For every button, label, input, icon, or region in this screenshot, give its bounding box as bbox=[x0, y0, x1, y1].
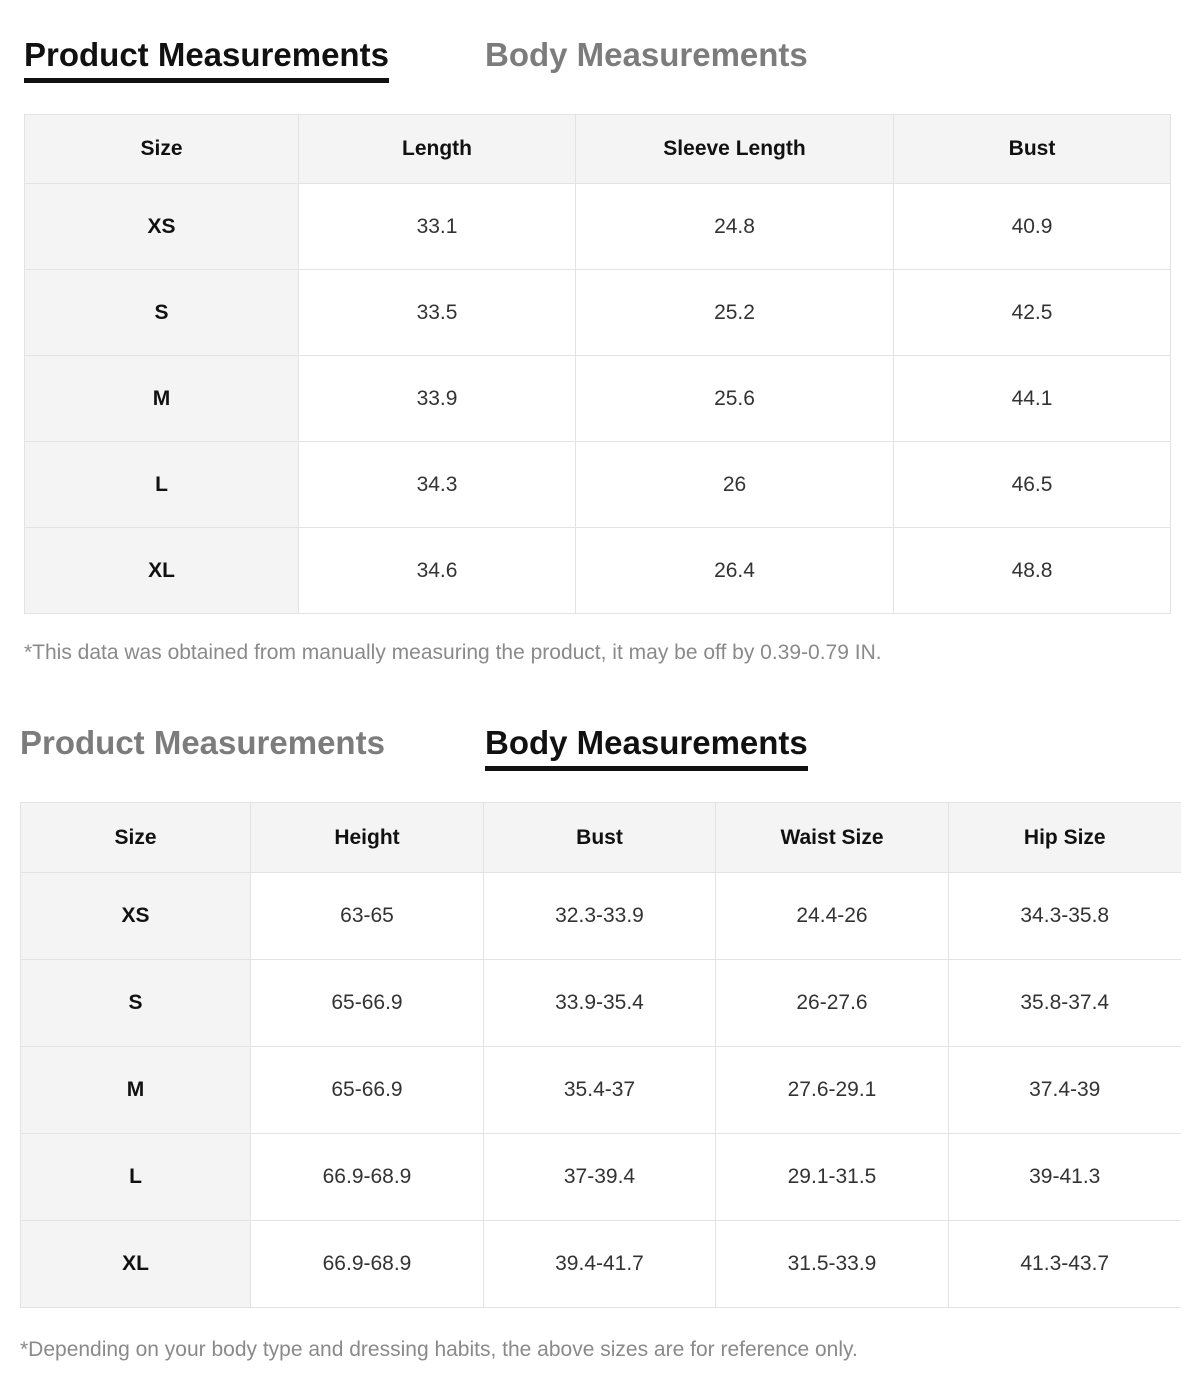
table-row bbox=[25, 356, 1171, 442]
table-cell: 66.9-68.9 bbox=[251, 1221, 484, 1308]
table-row bbox=[25, 528, 1171, 614]
table-row bbox=[25, 184, 1171, 270]
table-cell: 31.5-33.9 bbox=[716, 1221, 949, 1308]
table-row bbox=[21, 1221, 1181, 1308]
table-cell: 39.4-41.7 bbox=[484, 1221, 716, 1308]
size-label: L bbox=[25, 442, 299, 528]
body-measurement-note: *Depending on your body type and dressing habits, the above sizes are for reference only. bbox=[20, 1338, 858, 1361]
size-label: XL bbox=[21, 1221, 251, 1308]
size-label: XL bbox=[25, 528, 299, 614]
size-label: S bbox=[21, 960, 251, 1047]
body-measurements-table bbox=[20, 802, 1181, 1308]
table-cell: 27.6-29.1 bbox=[716, 1047, 949, 1134]
table-cell: 34.3-35.8 bbox=[949, 873, 1181, 960]
product-measurements-table bbox=[24, 114, 1171, 614]
table-cell: 34.6 bbox=[299, 528, 576, 614]
table-cell: 33.9-35.4 bbox=[484, 960, 716, 1047]
body-section-tabs bbox=[20, 724, 1180, 794]
table-cell: 39-41.3 bbox=[949, 1134, 1181, 1221]
product-section-tabs bbox=[24, 36, 1174, 106]
table-cell: 32.3-33.9 bbox=[484, 873, 716, 960]
table-cell: 48.8 bbox=[894, 528, 1171, 614]
table-cell: 65-66.9 bbox=[251, 1047, 484, 1134]
table-cell: 37-39.4 bbox=[484, 1134, 716, 1221]
table-row bbox=[21, 1047, 1181, 1134]
header-cell: Height bbox=[251, 803, 484, 873]
header-cell: Size bbox=[21, 803, 251, 873]
table-cell: 37.4-39 bbox=[949, 1047, 1181, 1134]
header-cell: Bust bbox=[894, 115, 1171, 184]
table-cell: 66.9-68.9 bbox=[251, 1134, 484, 1221]
table-row bbox=[25, 270, 1171, 356]
tab-product-measurements[interactable]: Product Measurements bbox=[24, 36, 389, 83]
size-label: XS bbox=[21, 873, 251, 960]
table-cell: 46.5 bbox=[894, 442, 1171, 528]
table-cell: 65-66.9 bbox=[251, 960, 484, 1047]
table-cell: 24.4-26 bbox=[716, 873, 949, 960]
table-cell: 33.5 bbox=[299, 270, 576, 356]
table-cell: 63-65 bbox=[251, 873, 484, 960]
table-cell: 35.4-37 bbox=[484, 1047, 716, 1134]
table-row bbox=[21, 960, 1181, 1047]
tab-product-measurements[interactable]: Product Measurements bbox=[20, 724, 385, 761]
size-label: S bbox=[25, 270, 299, 356]
table-cell: 33.1 bbox=[299, 184, 576, 270]
table-cell: 29.1-31.5 bbox=[716, 1134, 949, 1221]
header-cell: Sleeve Length bbox=[576, 115, 894, 184]
size-label: XS bbox=[25, 184, 299, 270]
tab-body-measurements[interactable]: Body Measurements bbox=[485, 724, 808, 771]
table-cell: 25.6 bbox=[576, 356, 894, 442]
table-cell: 44.1 bbox=[894, 356, 1171, 442]
header-cell: Hip Size bbox=[949, 803, 1181, 873]
size-label: L bbox=[21, 1134, 251, 1221]
table-row bbox=[25, 442, 1171, 528]
table-cell: 26-27.6 bbox=[716, 960, 949, 1047]
table-cell: 35.8-37.4 bbox=[949, 960, 1181, 1047]
table-cell: 26.4 bbox=[576, 528, 894, 614]
table-cell: 34.3 bbox=[299, 442, 576, 528]
table-cell: 33.9 bbox=[299, 356, 576, 442]
table-cell: 24.8 bbox=[576, 184, 894, 270]
size-label: M bbox=[21, 1047, 251, 1134]
table-cell: 41.3-43.7 bbox=[949, 1221, 1181, 1308]
table-cell: 25.2 bbox=[576, 270, 894, 356]
size-label: M bbox=[25, 356, 299, 442]
table-header-row bbox=[25, 115, 1171, 184]
table-row bbox=[21, 1134, 1181, 1221]
product-measurement-note: *This data was obtained from manually measuring the product, it may be off by 0.39-0.79 IN. bbox=[24, 641, 882, 664]
header-cell: Bust bbox=[484, 803, 716, 873]
table-cell: 40.9 bbox=[894, 184, 1171, 270]
table-cell: 26 bbox=[576, 442, 894, 528]
header-cell: Size bbox=[25, 115, 299, 184]
tab-body-measurements[interactable]: Body Measurements bbox=[485, 36, 808, 73]
table-row bbox=[21, 873, 1181, 960]
header-cell: Waist Size bbox=[716, 803, 949, 873]
table-cell: 42.5 bbox=[894, 270, 1171, 356]
table-header-row bbox=[21, 803, 1181, 873]
header-cell: Length bbox=[299, 115, 576, 184]
